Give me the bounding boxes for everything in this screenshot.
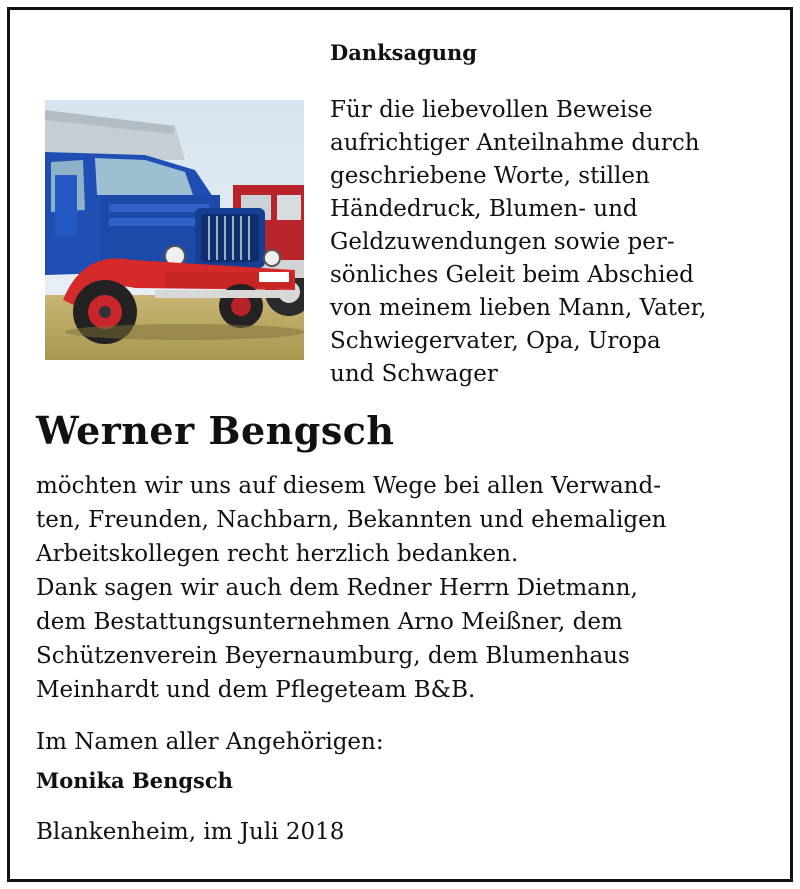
place-date: Blankenheim, im Juli 2018 [36, 819, 345, 845]
intro-line: Händedruck, Blumen- und [330, 196, 638, 222]
intro-text [330, 94, 770, 391]
body-line: dem Bestattungsunternehmen Arno Meißner, dem [36, 609, 623, 635]
body-line: Arbeitskollegen recht herzlich bedanken. [36, 541, 519, 567]
body-line: möchten wir uns auf diesem Wege bei allen Verwand- [36, 473, 661, 499]
intro-line: Schwiegervater, Opa, Uropa [330, 328, 661, 354]
body-line: Schützenverein Beyernaumburg, dem Blumenhaus [36, 643, 630, 669]
on-behalf-text: Im Namen aller Angehörigen: [36, 729, 384, 755]
body-line: Dank sagen wir auch dem Redner Herrn Dietmann, [36, 575, 638, 601]
body-line: ten, Freunden, Nachbarn, Bekannten und ehemaligen [36, 507, 667, 533]
intro-line: geschriebene Worte, stillen [330, 163, 650, 189]
intro-line: Für die liebevollen Beweise [330, 97, 653, 123]
signer-name: Monika Bengsch [36, 768, 233, 793]
body-text [36, 469, 776, 707]
body-line: Meinhardt und dem Pflegeteam B&B. [36, 677, 476, 703]
intro-line: und Schwager [330, 361, 498, 387]
deceased-name: Werner Bengsch [36, 408, 395, 453]
notice-heading: Danksagung [330, 40, 477, 65]
intro-line: sönliches Geleit beim Abschied [330, 262, 694, 288]
vintage-truck-photo [45, 100, 304, 360]
intro-line: aufrichtiger Anteilnahme durch [330, 130, 700, 156]
intro-line: von meinem lieben Mann, Vater, [330, 295, 707, 321]
intro-line: Geldzuwendungen sowie per- [330, 229, 675, 255]
